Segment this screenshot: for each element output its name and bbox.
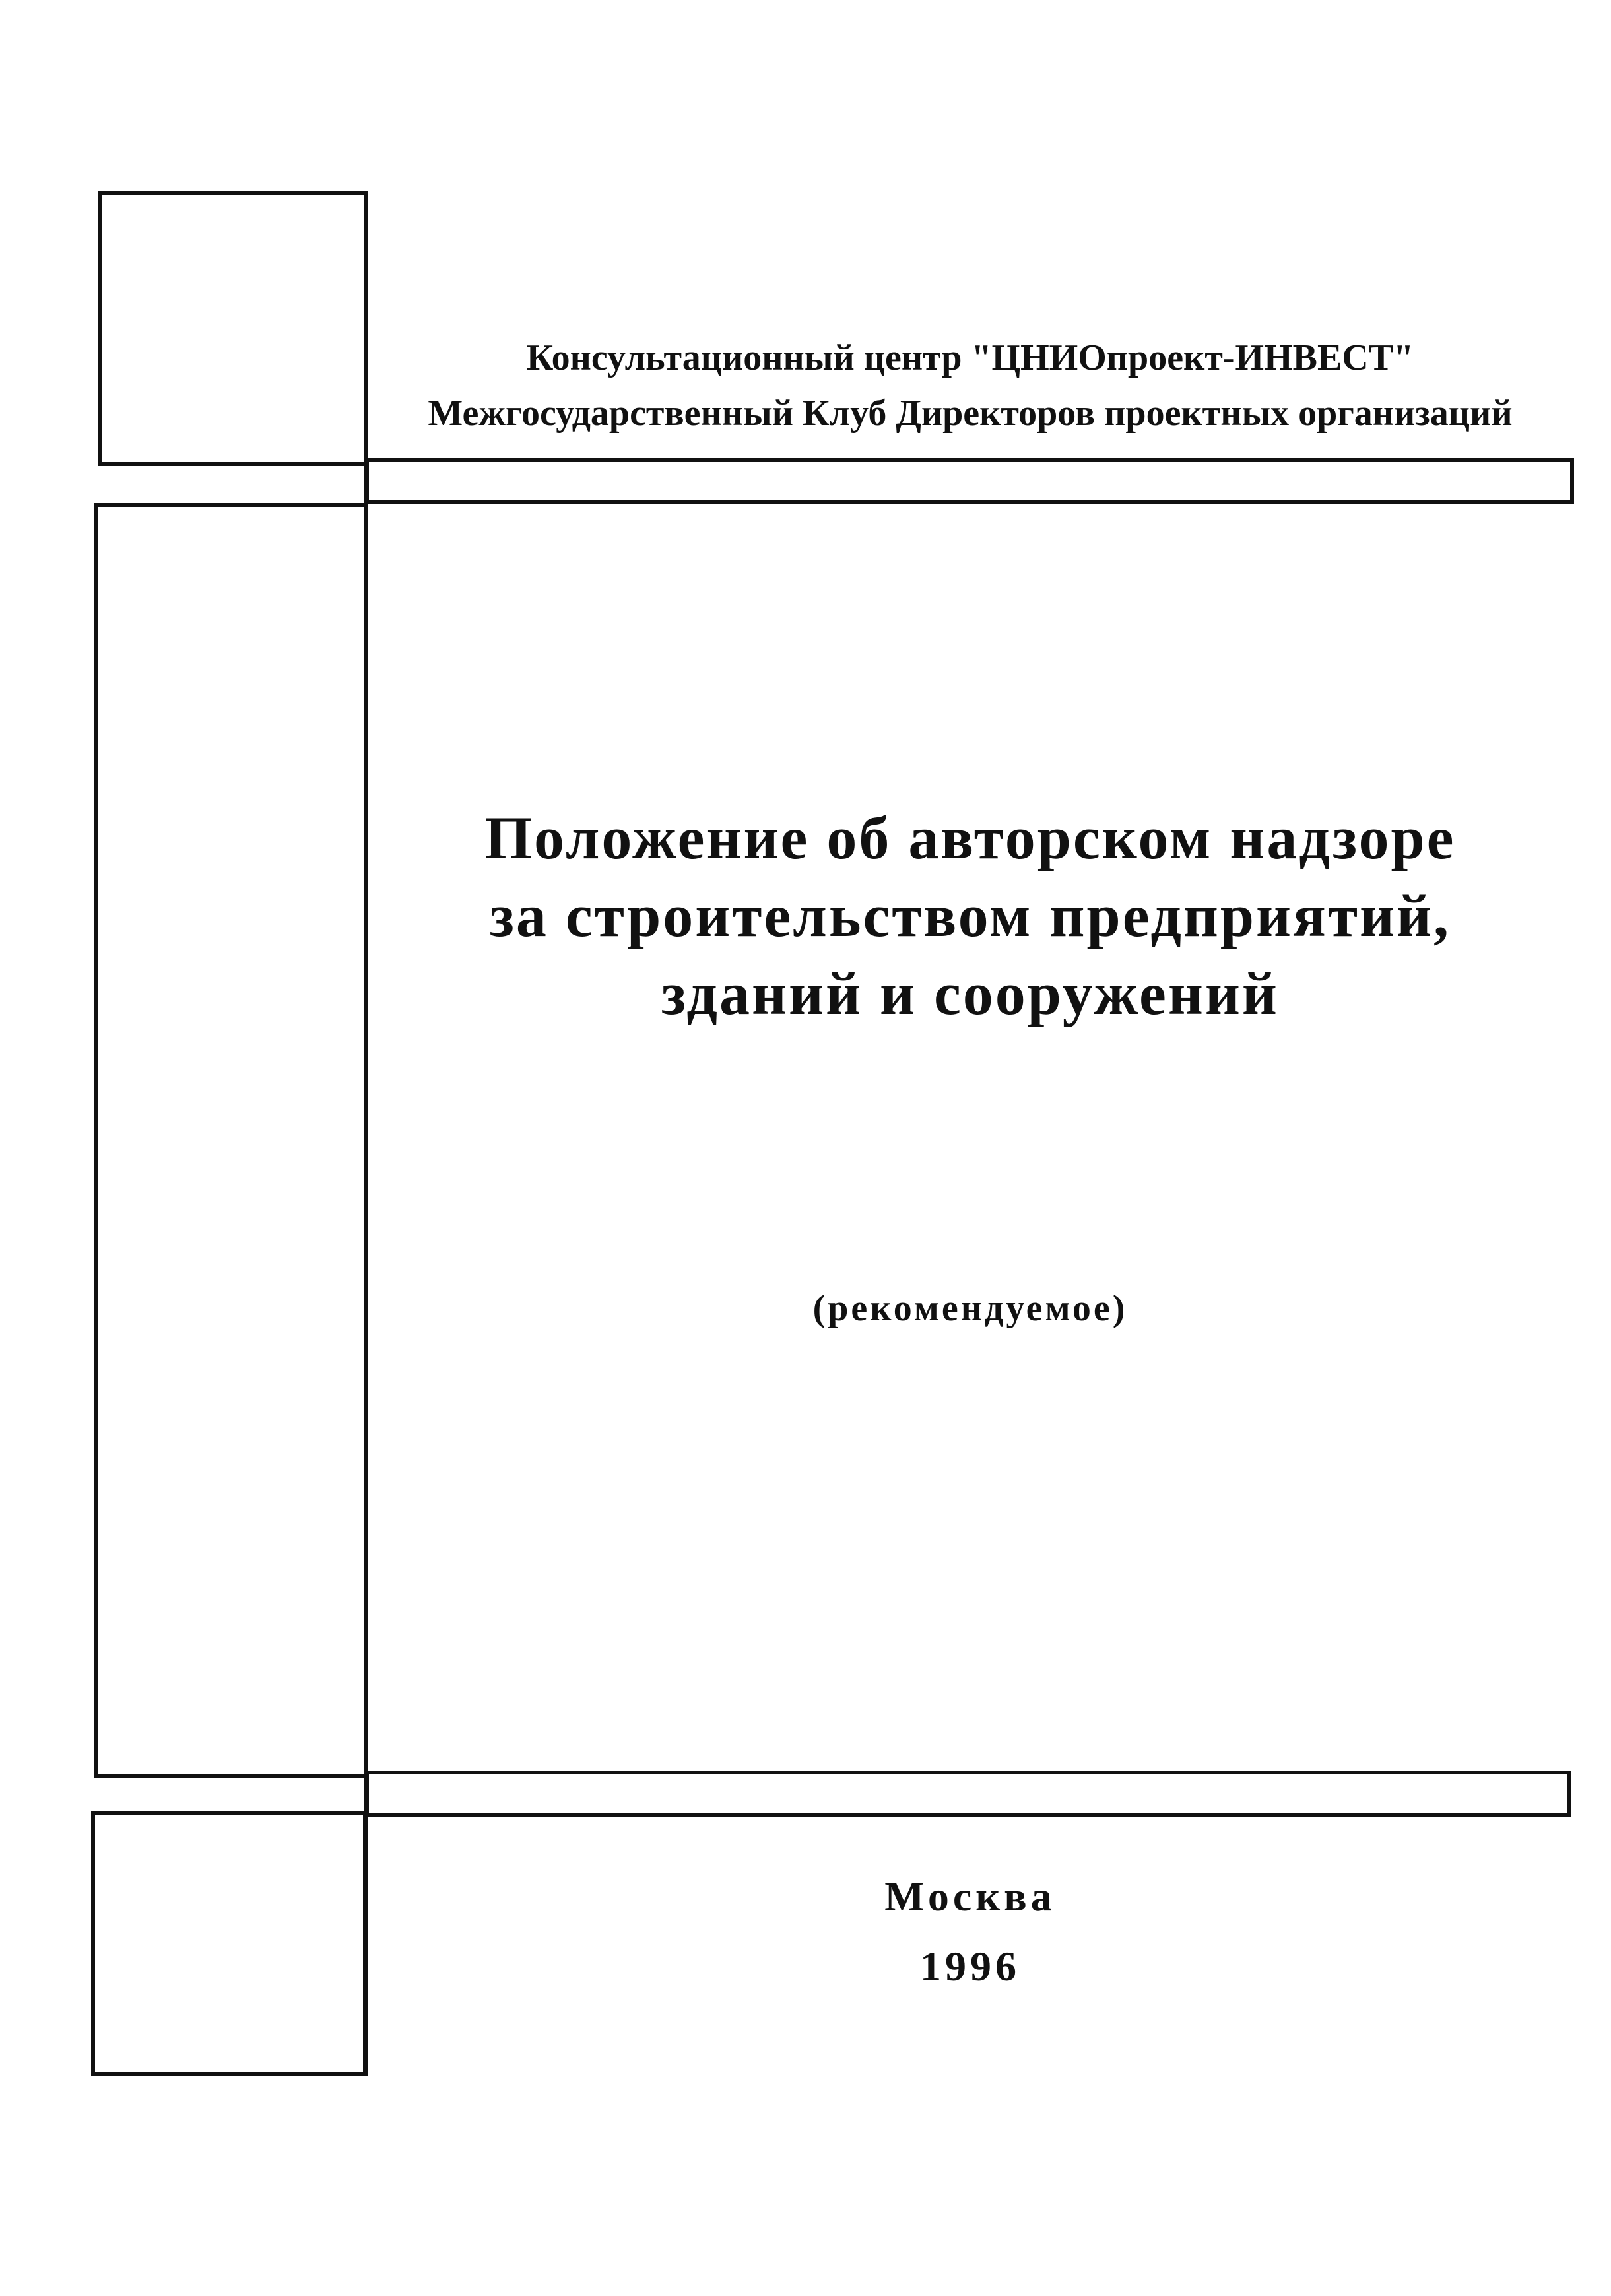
publication-city: Москва [884, 1873, 1056, 1920]
title-line-2: за строительством предприятий, [489, 882, 1451, 949]
middle-left-box [94, 503, 368, 1778]
bottom-left-box [91, 1811, 367, 2076]
document-status-label: (рекомендуемое) [812, 1288, 1128, 1329]
vertical-divider-line [364, 191, 368, 2076]
footer-band [365, 1771, 1571, 1817]
top-left-box [98, 191, 368, 466]
organization-name-secondary: Межгосударственный Клуб Директоров проектных организаций [428, 393, 1513, 434]
publication-info [370, 1862, 1571, 2002]
organization-header [370, 330, 1571, 441]
header-band [365, 458, 1574, 504]
title-line-1: Положение об авторском надзоре [484, 804, 1456, 871]
publication-year: 1996 [920, 1943, 1020, 1990]
organization-name-primary: Консультационный центр "ЦНИОпроект-ИНВЕСТ" [526, 337, 1414, 378]
title-line-3: зданий и сооружений [661, 960, 1279, 1027]
document-title [370, 799, 1571, 1032]
